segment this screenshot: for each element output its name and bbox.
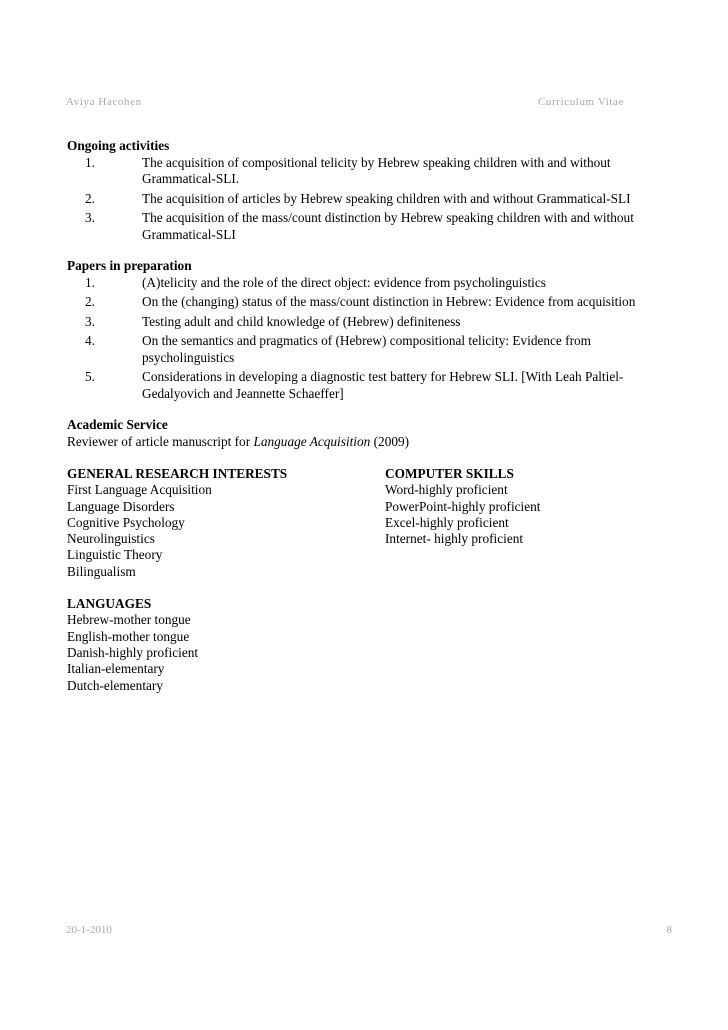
list-item: Excel-highly proficient bbox=[385, 514, 509, 530]
footer-date: 20-1-2010 bbox=[66, 924, 112, 936]
list-item: Bilingualism bbox=[67, 563, 136, 579]
list-item bbox=[67, 210, 657, 243]
item-number: 1. bbox=[85, 154, 95, 170]
list-item: Italian-elementary bbox=[67, 661, 165, 677]
list-item bbox=[67, 275, 657, 292]
academic-line-suffix: (2009) bbox=[370, 433, 410, 449]
cv-content bbox=[67, 138, 657, 694]
item-number: 3. bbox=[85, 210, 95, 225]
item-number: 2. bbox=[85, 294, 95, 309]
ongoing-list bbox=[67, 155, 657, 244]
list-item bbox=[67, 155, 657, 188]
list-item: Danish-highly proficient bbox=[67, 644, 199, 660]
item-number: 2. bbox=[85, 190, 95, 206]
list-item: Word-highly proficient bbox=[385, 482, 508, 498]
page-header bbox=[66, 96, 626, 108]
item-number: 1. bbox=[85, 274, 95, 290]
header-doc-title: Curriculum Vitae bbox=[538, 96, 625, 108]
list-item: First Language Acquisition bbox=[67, 482, 212, 498]
list-item: Hebrew-mother tongue bbox=[67, 612, 191, 628]
item-text: (A)telicity and the role of the direct object: evidence from psycholinguistics bbox=[142, 274, 546, 290]
research-title: GENERAL RESEARCH INTERESTS bbox=[67, 466, 288, 481]
list-item: Language Disorders bbox=[67, 498, 175, 514]
papers-list bbox=[67, 275, 657, 403]
item-number: 5. bbox=[85, 369, 95, 384]
computer-skills bbox=[385, 466, 657, 580]
list-item bbox=[67, 369, 657, 402]
page-footer bbox=[66, 924, 672, 936]
list-item bbox=[67, 294, 657, 311]
page-number: 8 bbox=[666, 924, 672, 936]
header-author: Aviya Hacohen bbox=[66, 96, 142, 108]
languages-title: LANGUAGES bbox=[67, 596, 152, 612]
list-item: Internet- highly proficient bbox=[385, 531, 524, 547]
list-item: Linguistic Theory bbox=[67, 547, 163, 563]
item-text: The acquisition of articles by Hebrew speaking children with and without Grammatical-SLI bbox=[142, 190, 631, 206]
list-item bbox=[67, 191, 657, 208]
item-text: On the semantics and pragmatics of (Hebrew) compositional telicity: Evidence from psycholinguistics bbox=[142, 333, 591, 365]
item-text: On the (changing) status of the mass/count distinction in Hebrew: Evidence from acquisition bbox=[142, 294, 636, 309]
item-text: Considerations in developing a diagnostic test battery for Hebrew SLI. [With Leah Paltiel-Gedalyovich and Jeannette Schaeffer] bbox=[142, 369, 624, 401]
academic-line bbox=[67, 434, 657, 451]
journal-name: Language Acquisition bbox=[253, 433, 371, 449]
list-item: PowerPoint-highly proficient bbox=[385, 498, 541, 514]
research-interests bbox=[67, 466, 385, 580]
item-number: 3. bbox=[85, 313, 95, 329]
item-text: Testing adult and child knowledge of (Hebrew) definiteness bbox=[142, 313, 461, 329]
ongoing-title: Ongoing activities bbox=[67, 138, 170, 153]
item-number: 4. bbox=[85, 333, 95, 348]
list-item: English-mother tongue bbox=[67, 628, 190, 644]
list-item: Cognitive Psychology bbox=[67, 514, 185, 530]
item-text: The acquisition of compositional telicity by Hebrew speaking children with and without Grammatical-SLI. bbox=[142, 154, 611, 186]
interests-skills-row bbox=[67, 466, 657, 580]
academic-title: Academic Service bbox=[67, 417, 168, 432]
computer-title: COMPUTER SKILLS bbox=[385, 466, 514, 481]
academic-line-prefix: Reviewer of article manuscript for bbox=[67, 433, 254, 449]
list-item: Dutch-elementary bbox=[67, 677, 163, 693]
list-item bbox=[67, 333, 657, 366]
languages-section bbox=[67, 596, 657, 694]
list-item: Neurolinguistics bbox=[67, 531, 155, 547]
list-item bbox=[67, 314, 657, 331]
item-text: The acquisition of the mass/count distinction by Hebrew speaking children with and without Grammatical-SLI bbox=[142, 210, 634, 242]
papers-title: Papers in preparation bbox=[67, 258, 192, 273]
